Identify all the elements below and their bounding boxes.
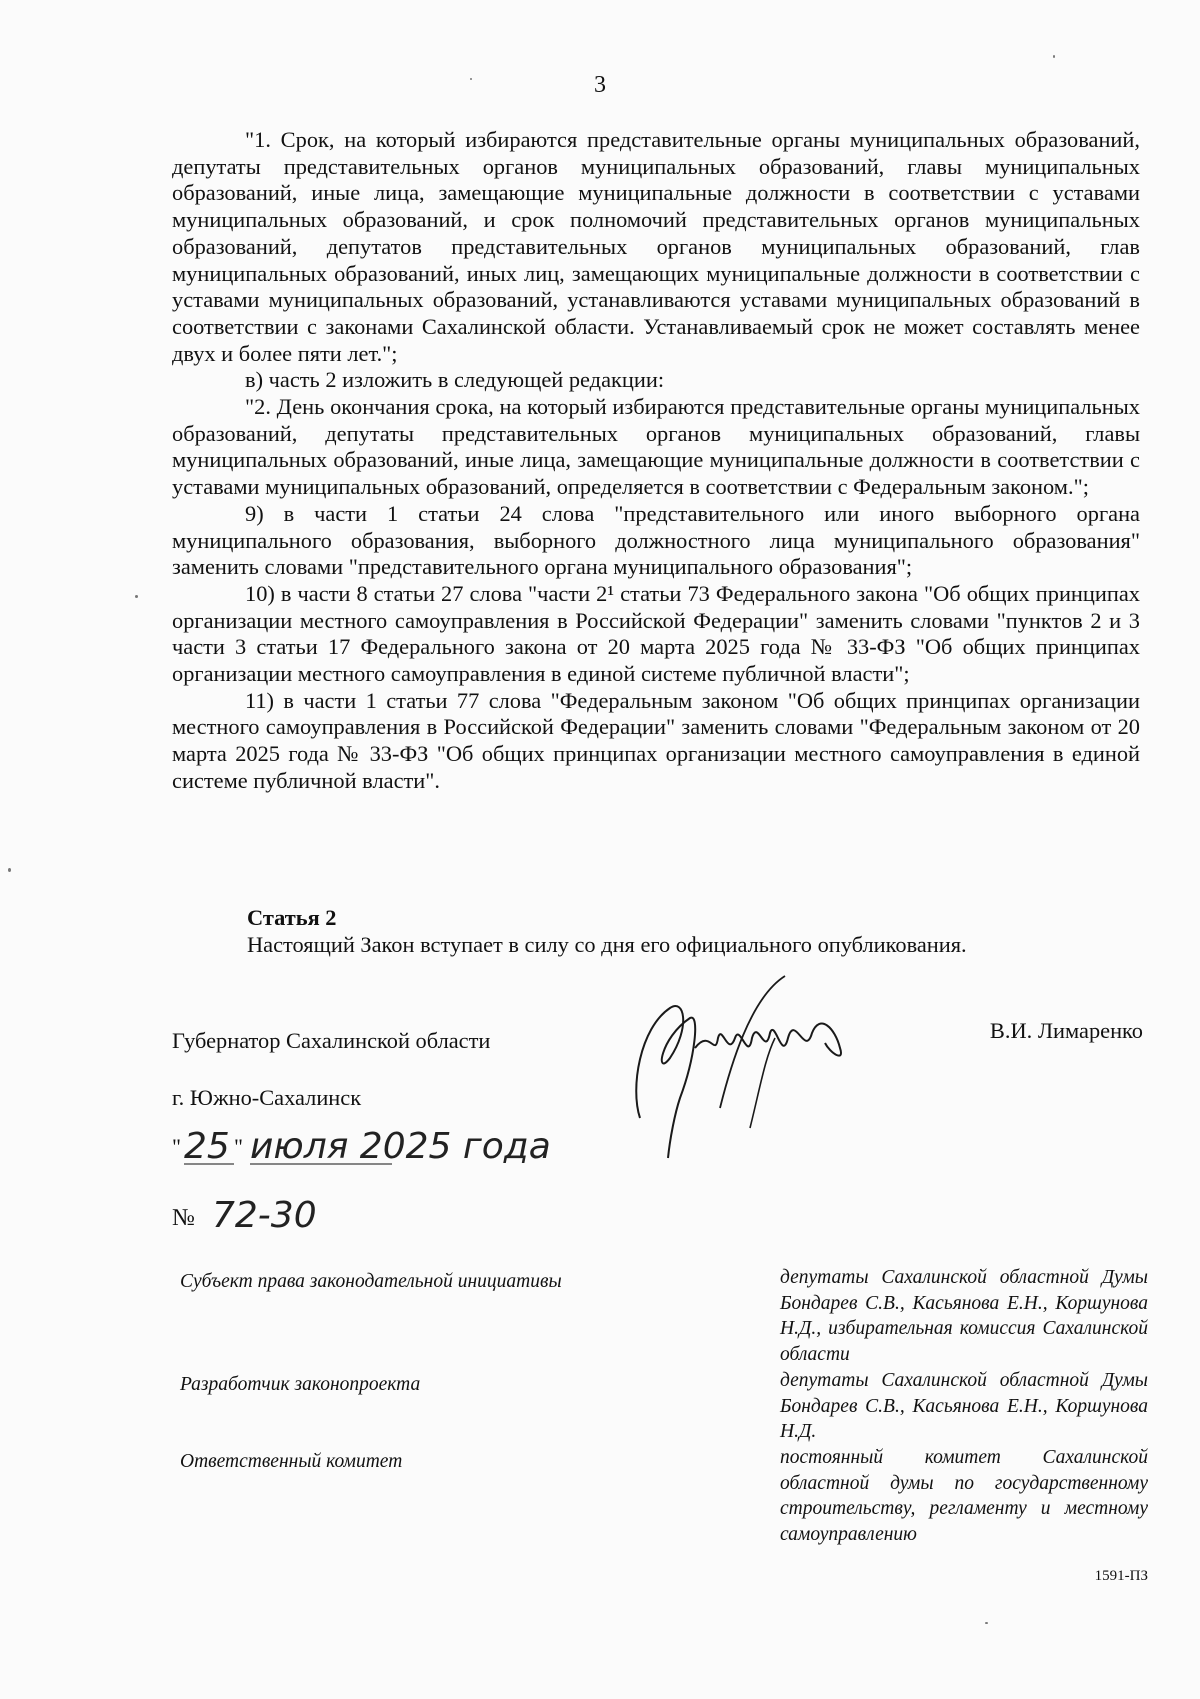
- svg-text:": ": [172, 1134, 181, 1159]
- governor-name: В.И. Лимаренко: [989, 1018, 1143, 1043]
- svg-text:": ": [234, 1134, 243, 1159]
- document-code: 1591-ПЗ: [1094, 1568, 1148, 1584]
- scan-speck: [470, 78, 472, 80]
- meta-value-committee: постоянный комитет Сахалинской областной думы по государственному строительству, регламенту и местному самоуправлению: [780, 1447, 1148, 1545]
- meta-value-initiative: депутаты Сахалинской областной Думы Бондарев С.В., Касьянова Е.Н., Коршунова Н.Д., избирательная комиссия Сахалинской области: [780, 1267, 1148, 1365]
- meta-value-developer: депутаты Сахалинской областной Думы Бондарев С.В., Касьянова Е.Н., Коршунова Н.Д.: [780, 1370, 1148, 1442]
- scan-speck: [1053, 55, 1055, 58]
- number-sign: №: [172, 1205, 195, 1231]
- paragraph-item-9: 9) в части 1 статьи 24 слова "представительного или иного выборного органа муниципального образования, выборного должностного лица муниципального образования" заменить словами "представительного органа муниципального образования";: [172, 500, 1140, 580]
- paragraph-end-of-term: "2. День окончания срока, на который избираются представительные органы муниципальных образований, депутаты представительных органов муниципальных образований, главы муниципальных образований, иные лица, замещающие муниципальные должности в соответствии с уставами муниципальных образований, определяется в соответствии с Федеральным законом.";: [172, 394, 1140, 500]
- paragraph-term-of-office: "1. Срок, на который избираются представительные органы муниципальных образований, депутаты представительных органов муниципальных образований, главы муниципальных образований, иные лица, замещающие муниципальные должности в соответствии с уставами муниципальных образований, и срок полномочий представительных органов муниципальных образований, депутатов представительных органов муниципальных образований, глав муниципальных образований, иных лиц, замещающих муниципальные должности в соответствии с уставами муниципальных образований, устанавливаются уставами муниципальных образований в соответствии с законами Сахалинской области. Устанавливаемый срок не может составлять менее двух и более пяти лет.";: [172, 127, 1140, 366]
- paragraph-item-11: 11) в части 1 статьи 77 слова "Федеральным законом "Об общих принципах организации местного самоуправления в Российской Федерации" заменить словами "Федеральным законом от 20 марта 2025 года № 33-ФЗ "Об общих принципах организации местного самоуправления в единой системе публичной власти".: [172, 687, 1140, 793]
- date-day: 25: [184, 1126, 230, 1167]
- law-body: [172, 127, 1140, 795]
- article-2-heading: Статья 2: [247, 905, 337, 930]
- city-line: г. Южно-Сахалинск: [172, 1085, 362, 1110]
- paragraph-item-10: 10) в части 8 статьи 27 слова "части 2¹ статьи 73 Федерального закона "Об общих принципах организации местного самоуправления в Российской Федерации" заменить словами "пунктов 2 и 3 части 3 статьи 17 Федерального закона от 20 марта 2025 года № 33-ФЗ "Об общих принципах организации местного самоуправления в единой системе публичной власти";: [172, 580, 1140, 687]
- scan-speck: [135, 595, 138, 598]
- page-number: 3: [594, 72, 606, 98]
- scan-speck: [8, 868, 11, 872]
- law-number: 72-30: [212, 1195, 317, 1236]
- meta-label-committee: Ответственный комитет: [180, 1451, 403, 1472]
- handwritten-date: [172, 1120, 552, 1174]
- meta-label-developer: Разработчик законопроекта: [180, 1374, 421, 1395]
- scan-speck: [985, 1622, 988, 1624]
- article-2-text: Настоящий Закон вступает в силу со дня его официального опубликования.: [247, 932, 967, 957]
- date-month-year: июля 2025 года: [250, 1126, 551, 1167]
- handwritten-number: [172, 1185, 372, 1239]
- handwritten-signature: [600, 968, 920, 1168]
- governor-title: Губернатор Сахалинской области: [172, 1028, 491, 1053]
- paragraph-subpoint-v: в) часть 2 изложить в следующей редакции:: [245, 367, 665, 393]
- meta-label-initiative: Субъект права законодательной инициативы: [180, 1271, 562, 1292]
